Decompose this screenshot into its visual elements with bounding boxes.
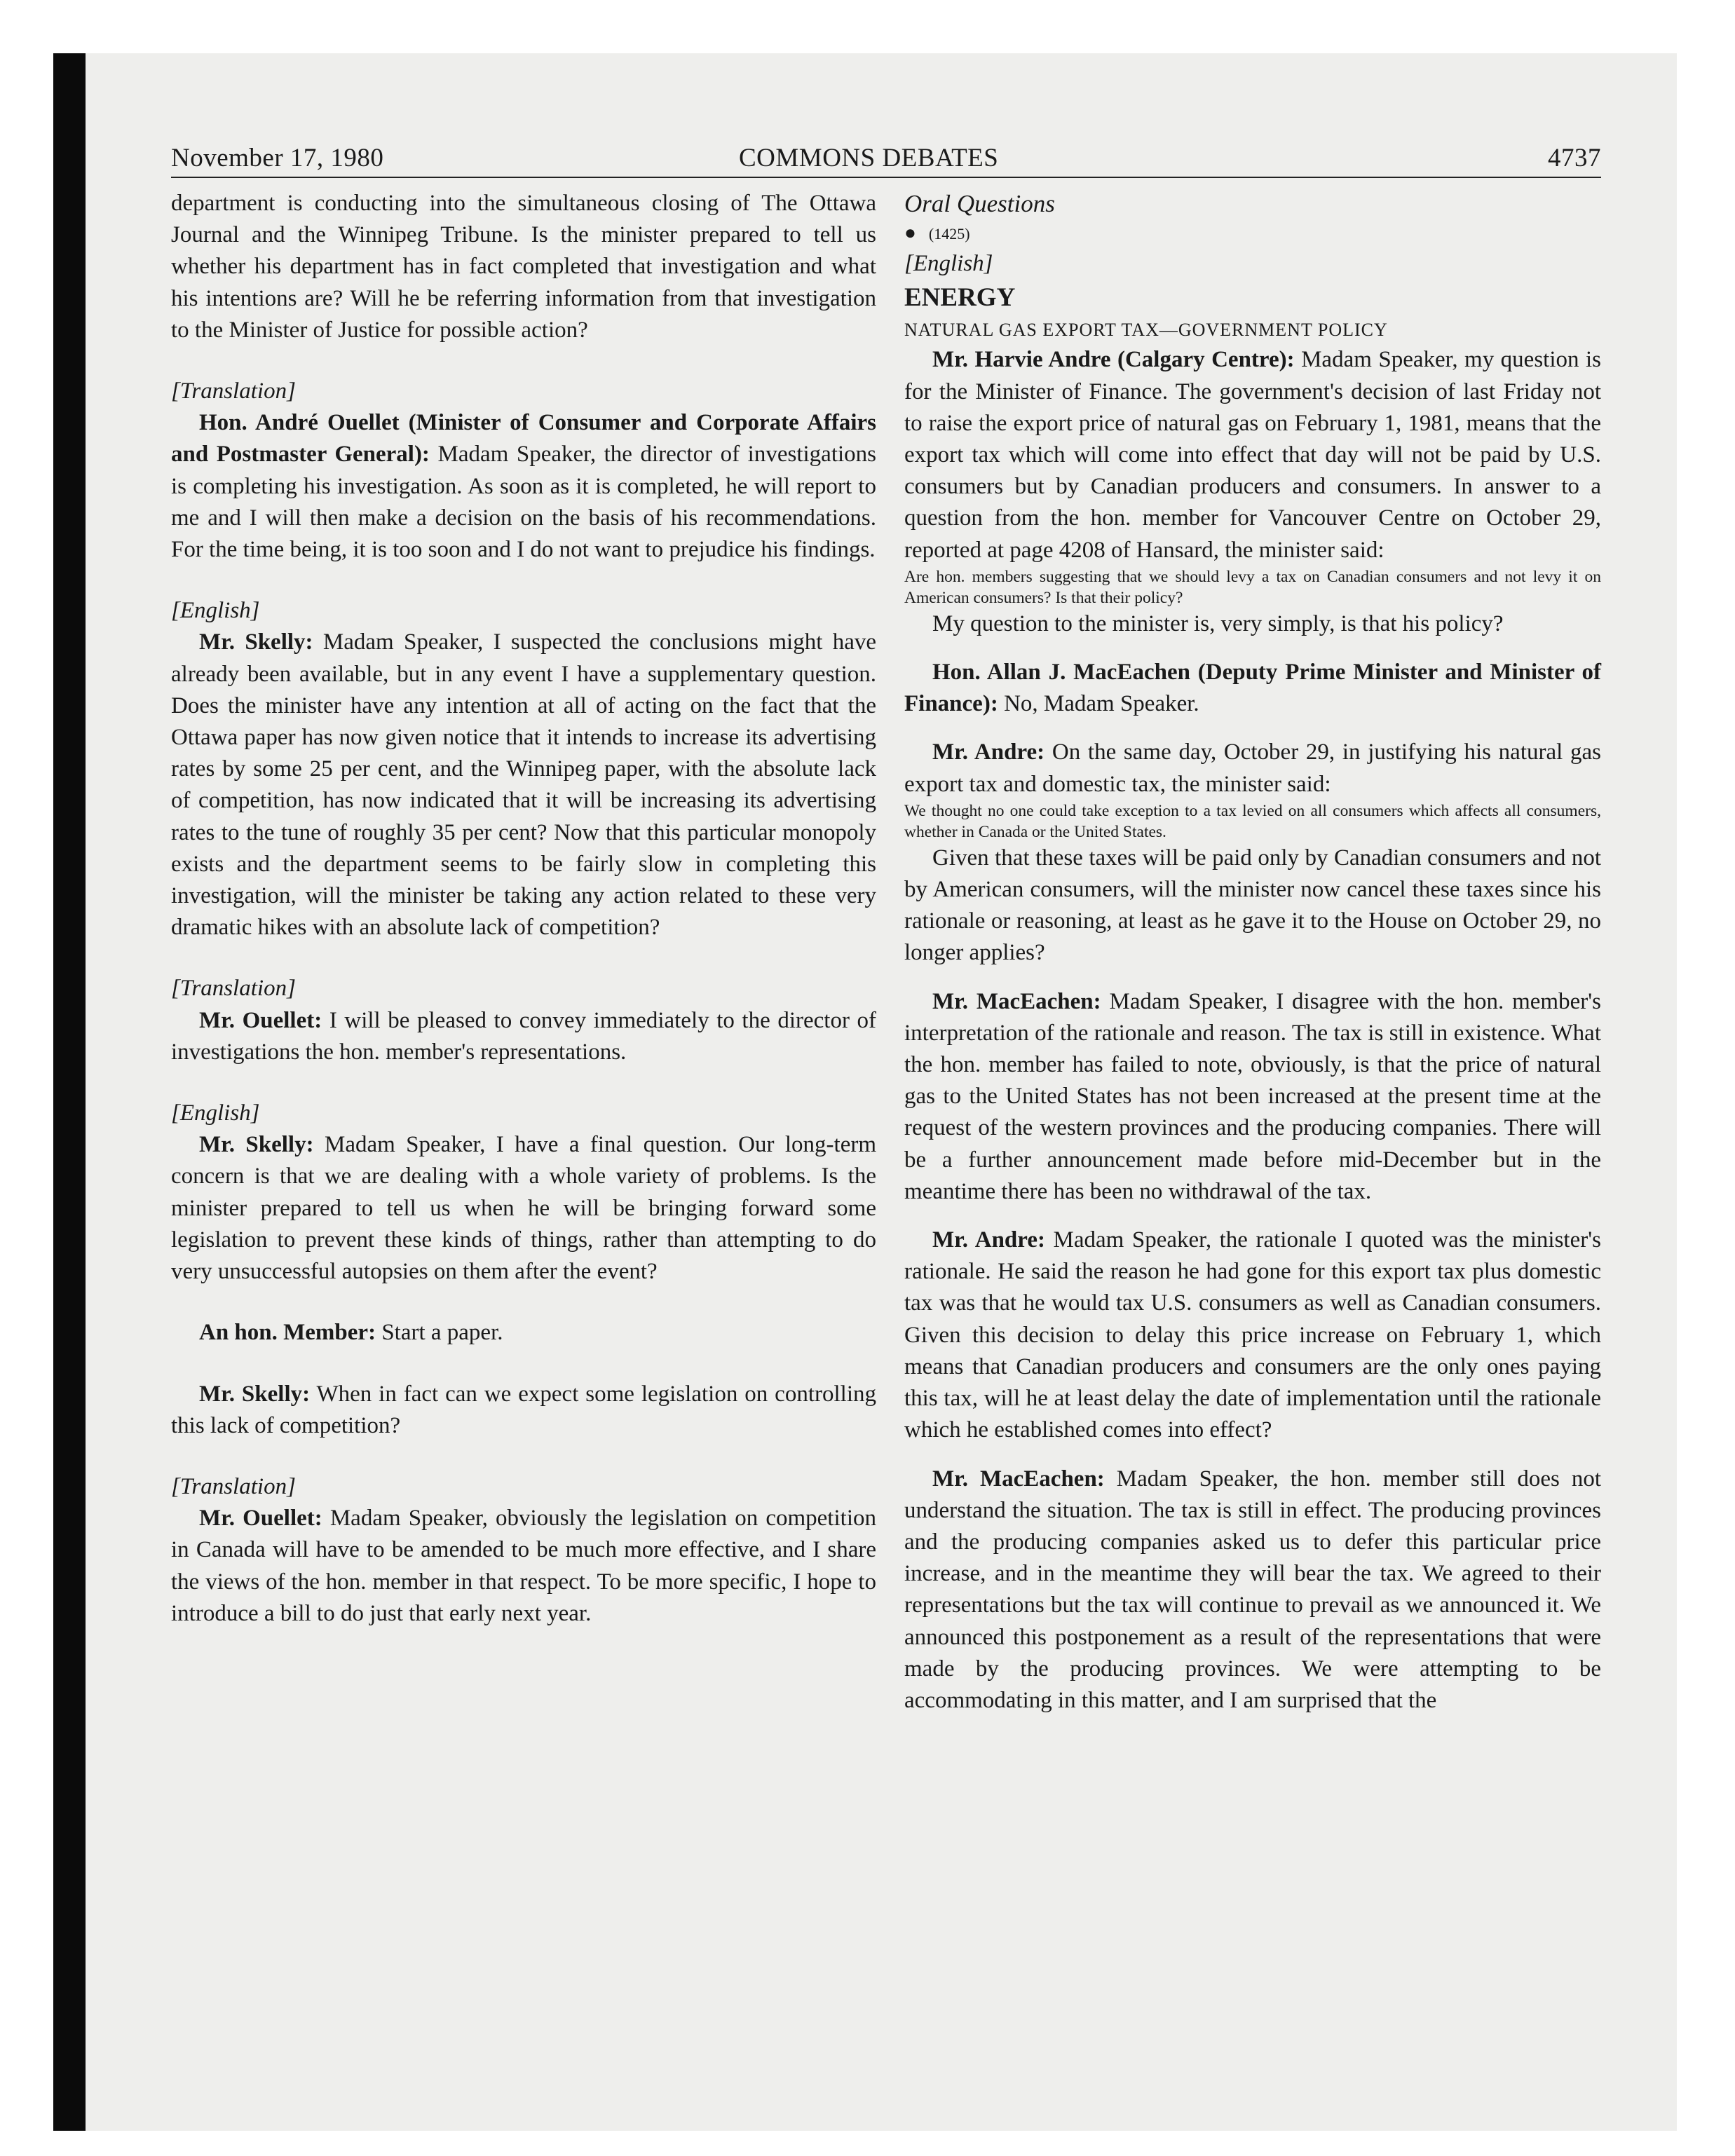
paragraph <box>171 1129 876 1288</box>
speech-text: Madam Speaker, the hon. member still does not understand the situation. The tax is still in effect. The producing provinces and the producing companies asked us to defer this particular price increase, and in the meantime they will bear the tax. We agreed to their representations but the tax will continue to prevail as we announced it. We announced this postponement as a result of the representations that were made by the producing provinces. We were attempting to be accommodating in this matter, and I am surprised that the <box>904 1466 1601 1713</box>
paragraph: My question to the minister is, very simply, is that his policy? <box>932 610 1504 636</box>
speaker-name: Mr. Skelly: <box>199 1381 311 1407</box>
block-quote: Are hon. members suggesting that we should levy a tax on Canadian consumers and not levy it on American consumers? Is that their policy? <box>904 567 1601 607</box>
paragraph <box>171 627 876 943</box>
right-column <box>904 188 1601 1717</box>
section-title: ENERGY <box>904 283 1016 313</box>
speech-text: Madam Speaker, the director of investigations is completing his investigation. As soon as it is completed, he will report to me and I will then make a decision on the basis of his recommendations. For the time being, it is too soon and I do not want to prejudice his findings. <box>171 442 877 563</box>
speaker-name: Mr. Andre: <box>932 739 1045 765</box>
section-subtitle: NATURAL GAS EXPORT TAX—GOVERNMENT POLICY <box>904 320 1388 341</box>
header-date: November 17, 1980 <box>171 144 384 172</box>
block-quote: We thought no one could take exception to a tax levied on all consumers which affects all consumers, whether in Canada or the United States. <box>904 801 1601 841</box>
paragraph: Given that these taxes will be paid only by Canadian consumers and not by American consumers, will the minister now cancel these taxes since his rationale or reasoning, at least as he gave it to the House on October 29, no longer applies? <box>904 845 1601 966</box>
speech-text: When in fact can we expect some legislation on controlling this lack of competition? <box>171 1381 876 1438</box>
paragraph <box>904 737 1601 800</box>
speech-text: No, Madam Speaker. <box>1004 691 1199 717</box>
speech-text: Madam Speaker, my question is for the Minister of Finance. The government's decision of last Friday not to raise the export price of natural gas on February 1, 1981, means that the export tax which will come into effect that day will not be paid by U.S. consumers but by Canadian producers and consumers. In answer to a question from the hon. member for Vancouver Centre on October 29, reported at page 4208 of Hansard, the minister said: <box>904 347 1601 563</box>
timestamp <box>904 219 1601 248</box>
page-header <box>171 140 1601 177</box>
binding-edge <box>53 53 86 2131</box>
timestamp-value: (1425) <box>928 225 970 243</box>
speech-text: Madam Speaker, I disagree with the hon. member's interpretation of the rationale and reason. The tax is still in existence. What the hon. member has failed to note, obviously, is that the price of natural gas to the United States has not been increased at the present time at the request of the western provinces and the producing companies. There will be a further announcement made before mid-December but in the meantime there has been no withdrawal of the tax. <box>904 988 1601 1204</box>
speaker-name: Mr. Harvie Andre (Calgary Centre): <box>932 347 1295 373</box>
speech-text: Madam Speaker, I suspected the conclusions might have already been available, but in any event I have a supplementary question. Does the minister have any intention at all of acting on the fact that the Ottawa paper has now given notice that it intends to increase its advertising rates by some 25 per cent, and the Winnipeg paper, with the absolute lack of competition, has now indicated that it will be increasing its advertising rates to the tune of roughly 35 per cent? Now that this particular monopoly exists and the department seems to be fairly slow in completing this investigation, will the minister be taking any action related to these very dramatic hikes with an absolute lack of competition? <box>171 629 877 941</box>
paragraph <box>904 1464 1601 1717</box>
paragraph <box>904 344 1601 566</box>
speech-text: Madam Speaker, obviously the legislation on competition in Canada will have to be amended to be much more effective, and I share the views of the hon. member in that respect. To be more specific, I hope to introduce a bill to do just that early next year. <box>171 1506 876 1626</box>
paragraph <box>904 986 1601 1208</box>
header-title: COMMONS DEBATES <box>739 144 999 172</box>
speaker-name: Hon. Allan J. MacEachen (Deputy Prime Minister and Minister of Finance): <box>904 660 1601 717</box>
speaker-name: Hon. André Ouellet (Minister of Consumer and Corporate Affairs and Postmaster General): <box>171 410 876 468</box>
paragraph <box>904 1224 1601 1446</box>
speech-text: On the same day, October 29, in justifying his natural gas export tax and domestic tax, the minister said: <box>904 739 1602 797</box>
speaker-name: Mr. Ouellet: <box>199 1007 322 1033</box>
speaker-name: Mr. Ouellet: <box>199 1506 322 1531</box>
speech-text: Madam Speaker, the rationale I quoted was the minister's rationale. He said the reason he had gone for this export tax plus domestic tax was that he would tax U.S. consumers as well as Canadian consumers. Given this decision to delay this price increase on February 1, which means that Canadian producers and consumers are the only ones paying this tax, will he at least delay the date of implementation until the rationale which he established comes into effect? <box>904 1227 1602 1443</box>
speaker-name: Mr. MacEachen: <box>932 1466 1105 1492</box>
page-number: 4737 <box>1548 144 1601 172</box>
running-head: Oral Questions <box>904 190 1055 217</box>
language-marker: [English] <box>904 251 993 277</box>
left-column <box>171 188 876 1630</box>
paragraph <box>171 407 876 566</box>
language-marker: [Translation] <box>171 378 296 404</box>
bullet-icon: ● <box>904 222 916 245</box>
speech-text: Madam Speaker, I have a final question. Our long-term concern is that we are dealing with a whole variety of problems. Is the minister prepared to tell us when he will be bringing forward some legislation to prevent these kinds of things, rather than attempting to do very unsuccessful autopsies on them after the event? <box>171 1132 877 1285</box>
language-marker: [Translation] <box>171 1473 296 1499</box>
language-marker: [Translation] <box>171 976 296 1002</box>
language-marker: [English] <box>171 1100 260 1126</box>
paragraph <box>171 1503 876 1630</box>
speaker-name: Mr. Skelly: <box>199 1132 314 1158</box>
paragraph: department is conducting into the simultaneous closing of The Ottawa Journal and the Winnipeg Tribune. Is the minister prepared to tell us whether his department has in fact completed that investigation and what his intentions are? Will he be referring information from that investigation to the Minister of Justice for possible action? <box>171 191 876 343</box>
speaker-name: An hon. Member: <box>199 1320 376 1346</box>
speech-text: Start a paper. <box>381 1320 503 1346</box>
paragraph <box>171 1005 876 1068</box>
speaker-name: Mr. MacEachen: <box>932 988 1101 1014</box>
speaker-name: Mr. Andre: <box>932 1227 1045 1253</box>
speaker-name: Mr. Skelly: <box>199 629 313 655</box>
header-rule <box>171 177 1601 178</box>
paragraph <box>171 1317 876 1349</box>
paragraph <box>904 657 1601 720</box>
paragraph <box>171 1379 876 1442</box>
language-marker: [English] <box>171 598 260 624</box>
speech-text: I will be pleased to convey immediately to the director of investigations the hon. member's representations. <box>171 1007 877 1065</box>
